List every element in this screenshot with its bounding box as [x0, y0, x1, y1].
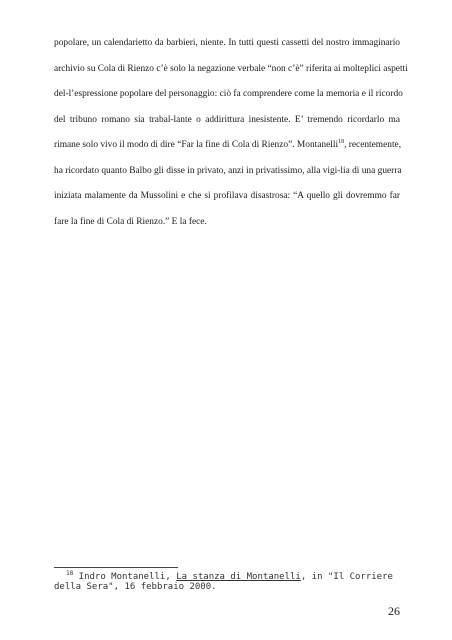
footnote-separator [54, 567, 178, 568]
text-line: fare la fine di Cola di Rienzo.” E la fece. [54, 217, 207, 228]
footnote-number: 18 [66, 570, 74, 577]
text-line-with-footnote-ref [54, 141, 400, 150]
text-line: iniziata malamente da Mussolini e che si profilava disastrosa: “A quello gli dovremmo far [54, 191, 400, 202]
footnote-title: La stanza di Montanelli [176, 572, 301, 582]
page-number: 26 [388, 604, 400, 618]
footnote-author: Indro Montanelli, [78, 572, 177, 582]
text-line: archivio su Cola di Rienzo c’è solo la negazione verbale “non c’è” riferita ai molteplici aspetti [54, 63, 408, 74]
text-line: del-l’espressione popolare del personaggio: ciò fa comprendere come la memoria e il ricordo [54, 89, 403, 100]
footnote-line: della Sera", 16 febbraio 2000. [54, 582, 217, 592]
text-line: del tribuno romano sia trabal-lante o addirittura inesistente. E’ tremendo ricordarlo ma [54, 114, 400, 125]
footnote [54, 572, 400, 592]
text-segment: , recentemente, [344, 140, 402, 151]
footnote-reference[interactable]: 18 [338, 139, 345, 146]
text-line: ha ricordato quanto Balbo gli disse in privato, anzi in privatissimo, alla vigi-lia di una guerra [54, 165, 402, 176]
text-line: popolare, un calendarietto da barbieri, niente. In tutti questi cassetti del nostro immaginario [54, 38, 400, 48]
text-segment: rimane solo vivo il modo di dire “Far la fine di Cola di Rienzo”. Montanelli [54, 140, 339, 151]
footnote-source: , in "Il Corriere [300, 572, 393, 582]
footnote-line [54, 572, 400, 582]
body-paragraph [54, 38, 408, 244]
